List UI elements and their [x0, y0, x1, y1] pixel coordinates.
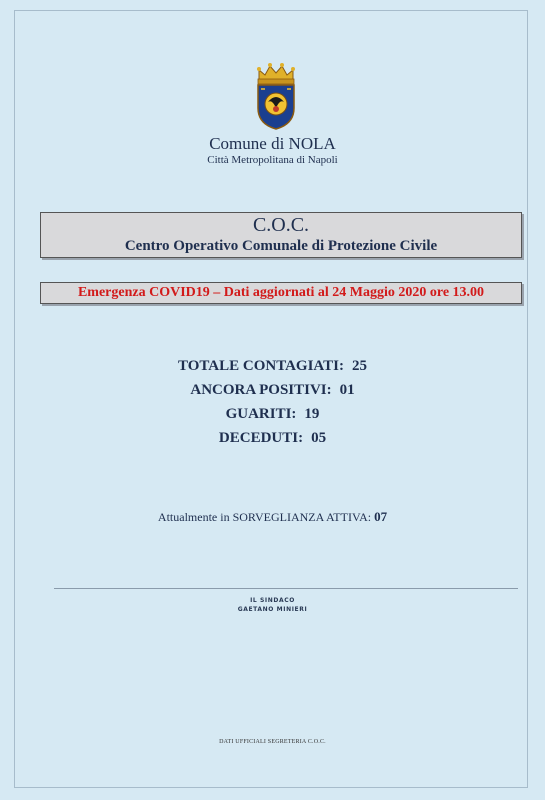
nola-coat-of-arms-icon: [253, 62, 299, 130]
stat-value: 01: [339, 382, 355, 398]
signature-block: [0, 596, 545, 614]
stat-totale-contagiati: [0, 354, 545, 378]
coc-box: [40, 212, 522, 258]
stat-label: GUARITI:: [225, 406, 297, 422]
sindaco-role: IL SINDACO: [250, 597, 295, 604]
stats-list: [0, 354, 545, 450]
stat-ancora-positivi: [0, 378, 545, 402]
coc-subtitle: Centro Operativo Comunale di Protezione Civile: [124, 238, 438, 254]
sorveglianza-value: 07: [374, 509, 388, 524]
stat-guariti: [0, 402, 545, 426]
comune-title: Comune di NOLA: [209, 134, 336, 153]
stat-deceduti: [0, 426, 545, 450]
sorveglianza-label: SORVEGLIANZA ATTIVA:: [232, 510, 372, 524]
stat-label: TOTALE CONTAGIATI:: [177, 358, 344, 374]
divider: [54, 588, 518, 589]
sindaco-name: GAETANO MINIERI: [237, 606, 308, 613]
stat-label: DECEDUTI:: [218, 430, 304, 446]
stat-label: ANCORA POSITIVI:: [190, 382, 332, 398]
coc-title: C.O.C.: [252, 214, 310, 236]
sorveglianza-prefix: Attualmente in: [157, 510, 230, 524]
stat-value: 25: [352, 358, 367, 374]
footer-text: DATI UFFICIALI SEGRETERIA C.O.C.: [219, 739, 326, 745]
sorveglianza-line: [0, 509, 545, 525]
stat-value: 19: [304, 406, 320, 422]
stat-value: 05: [311, 430, 327, 446]
citta-subtitle: Città Metropolitana di Napoli: [207, 154, 338, 166]
emergency-banner: Emergenza COVID19 – Dati aggiornati al 24 Maggio 2020 ore 13.00: [40, 282, 522, 304]
